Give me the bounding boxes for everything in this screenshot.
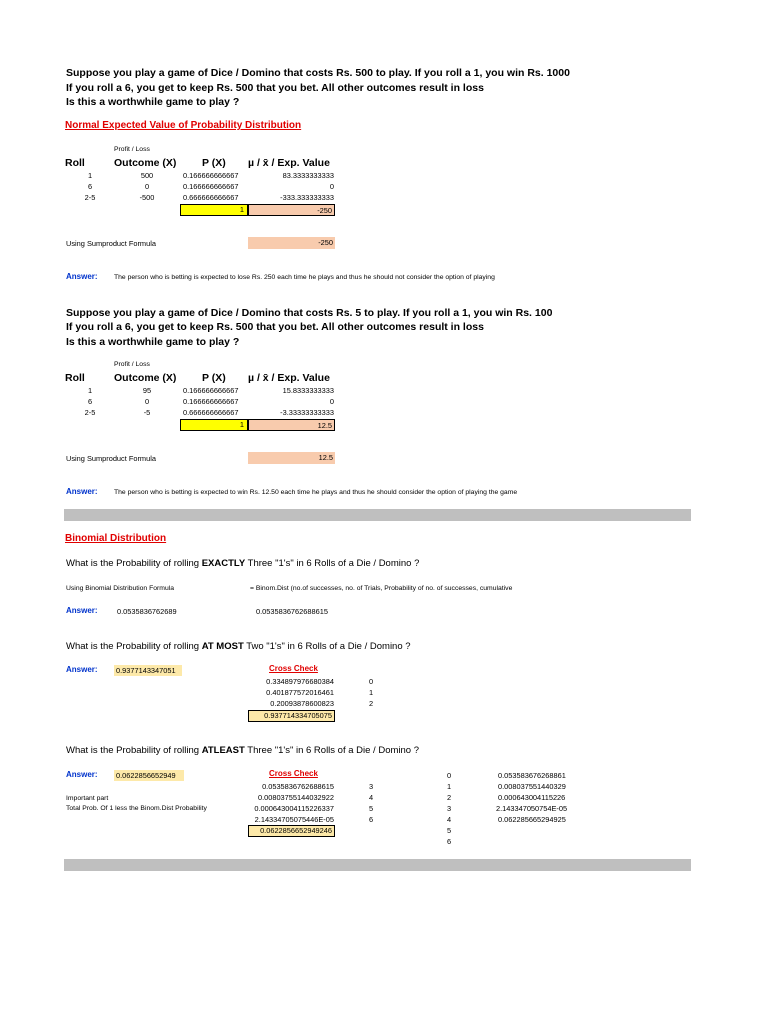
right-index-0: 0 xyxy=(447,771,452,780)
binomial-formula-label: Using Binomial Distribution Formula xyxy=(66,585,175,592)
binomial-q1-bold: EXACTLY xyxy=(201,558,246,569)
s1-answer-label: Answer: xyxy=(66,272,98,281)
q3-value-3: 2.14334705075446E-05 xyxy=(254,815,334,824)
q3-value-1: 0.00803755144032922 xyxy=(257,793,334,802)
binomial-q2 xyxy=(66,641,411,652)
q2-index-0: 0 xyxy=(369,677,374,686)
s1-total-p: 1 xyxy=(180,204,248,216)
right-value-0: 0.053583676268861 xyxy=(498,771,566,780)
q3-value-0: 0.0535836762688615 xyxy=(262,782,334,791)
q2-index-1: 1 xyxy=(369,688,374,697)
col-ev-header: µ / x̄ / Exp. Value xyxy=(248,157,330,169)
section1-question-line-1: Suppose you play a game of Dice / Domino that costs Rs. 500 to play. If you roll a 1, you win Rs. 1000 xyxy=(66,67,570,79)
s2-row1-ev: 15.8333333333 xyxy=(282,386,334,395)
s2-sumproduct-value: 12.5 xyxy=(248,452,335,464)
s1-row1-ev: 83.3333333333 xyxy=(282,171,334,180)
q2-index-2: 2 xyxy=(369,699,374,708)
s1-row3-outcome: -500 xyxy=(139,193,155,202)
q3-value-2: 0.000643004115226337 xyxy=(254,804,334,813)
q1-answer-value: 0.0535836762689 xyxy=(117,607,177,616)
s2-sumproduct-label: Using Sumproduct Formula xyxy=(66,454,156,463)
s1-row1-roll: 1 xyxy=(87,171,93,180)
s2-row2-outcome: 0 xyxy=(144,397,150,406)
binomial-q3-post: Three "1's" in 6 Rolls of a Die / Domino ? xyxy=(244,745,419,756)
s2-row2-p: 0.166666666667 xyxy=(183,397,239,406)
section2-question-line-3: Is this a worthwhile game to play ? xyxy=(66,336,240,348)
s2-row3-roll: 2-5 xyxy=(84,408,96,417)
q2-value-1: 0.401877572016461 xyxy=(266,688,334,697)
normal-expected-value-heading: Normal Expected Value of Probability Distribution xyxy=(65,120,302,131)
s1-row1-outcome: 500 xyxy=(140,171,154,180)
q1-answer-label: Answer: xyxy=(66,606,98,615)
section1-question-line-2: If you roll a 6, you get to keep Rs. 500 that you bet. All other outcomes result in loss xyxy=(66,82,484,94)
right-value-3: 2.143347050754E-05 xyxy=(496,804,568,813)
s2-total-p: 1 xyxy=(180,419,248,431)
q3-index-1: 4 xyxy=(369,793,374,802)
binomial-q1-post: Three "1's" in 6 Rolls of a Die / Domino ? xyxy=(245,558,420,569)
q2-value-0: 0.334897976680384 xyxy=(266,677,334,686)
right-index-2: 2 xyxy=(447,793,452,802)
q3-answer-label: Answer: xyxy=(66,770,98,779)
col-roll-header: Roll xyxy=(65,157,85,169)
s2-col-ev-header: µ / x̄ / Exp. Value xyxy=(248,372,330,384)
binomial-heading: Binomial Distribution xyxy=(65,533,167,544)
s2-row1-outcome: 95 xyxy=(142,386,152,395)
important-part-label: Important part xyxy=(66,795,109,802)
binomial-formula-text: = Binom.Dist (no.of successes, no. of Trials, Probability of no. of successes, cumulative xyxy=(250,585,513,592)
s2-row3-outcome: -5 xyxy=(143,408,151,417)
section-divider-2 xyxy=(64,859,691,871)
s2-total-ev: 12.5 xyxy=(248,419,335,431)
s1-row2-ev: 0 xyxy=(329,182,334,191)
s1-row3-roll: 2-5 xyxy=(84,193,96,202)
col-outcome-header: Outcome (X) xyxy=(114,157,177,169)
binomial-q1 xyxy=(66,558,419,569)
s2-col-px-header: P (X) xyxy=(202,372,226,384)
q1-formula-value: 0.0535836762688615 xyxy=(256,607,328,616)
s2-row3-p: 0.666666666667 xyxy=(183,408,239,417)
q3-index-3: 6 xyxy=(369,815,374,824)
s2-col-outcome-header: Outcome (X) xyxy=(114,372,177,384)
binomial-q3-pre: What is the Probability of rolling xyxy=(66,745,202,756)
binomial-q1-pre: What is the Probability of rolling xyxy=(66,558,202,569)
binomial-q2-pre: What is the Probability of rolling xyxy=(66,641,202,652)
col-px-header: P (X) xyxy=(202,157,226,169)
q2-answer-label: Answer: xyxy=(66,665,98,674)
right-index-3: 3 xyxy=(447,804,452,813)
s1-sumproduct-value: -250 xyxy=(248,237,335,249)
right-value-4: 0.062285665294925 xyxy=(498,815,566,824)
q2-total: 0.937714334705075 xyxy=(248,710,335,722)
right-index-6: 6 xyxy=(447,837,452,846)
right-value-1: 0.008037551440329 xyxy=(498,782,566,791)
s2-row3-ev: -3.33333333333 xyxy=(280,408,334,417)
s2-profit-loss-label: Profit / Loss xyxy=(114,361,150,368)
q2-answer-value: 0.9377143347051 xyxy=(114,665,182,676)
total-prob-label: Total Prob. Of 1 less the Binom.Dist Probability xyxy=(66,805,207,812)
s1-row2-p: 0.166666666667 xyxy=(183,182,239,191)
section2-question-line-1: Suppose you play a game of Dice / Domino that costs Rs. 5 to play. If you roll a 1, you win Rs. 100 xyxy=(66,307,553,319)
s1-total-ev: -250 xyxy=(248,204,335,216)
s1-row2-roll: 6 xyxy=(87,182,93,191)
q2-value-2: 0.20093878600823 xyxy=(270,699,334,708)
s2-answer-label: Answer: xyxy=(66,487,98,496)
q3-total: 0.0622856652949246 xyxy=(248,825,335,837)
section2-question-line-2: If you roll a 6, you get to keep Rs. 500 that you bet. All other outcomes result in loss xyxy=(66,321,484,333)
profit-loss-label: Profit / Loss xyxy=(114,146,150,153)
section1-question-line-3: Is this a worthwhile game to play ? xyxy=(66,96,240,108)
s1-answer-text: The person who is betting is expected to lose Rs. 250 each time he plays and thus he should not consider the option of playing xyxy=(114,274,495,281)
s2-answer-text: The person who is betting is expected to win Rs. 12.50 each time he plays and thus he should consider the option of playing the game xyxy=(114,489,518,496)
s2-row1-roll: 1 xyxy=(87,386,93,395)
q3-answer-value: 0.0622856652949 xyxy=(114,770,184,781)
right-value-2: 0.000643004115226 xyxy=(498,793,566,802)
right-index-1: 1 xyxy=(447,782,452,791)
s1-sumproduct-label: Using Sumproduct Formula xyxy=(66,239,156,248)
q3-index-2: 5 xyxy=(369,804,374,813)
s1-row3-p: 0.666666666667 xyxy=(183,193,239,202)
q3-cross-check-label: Cross Check xyxy=(269,769,318,778)
right-index-5: 5 xyxy=(447,826,452,835)
s2-row1-p: 0.166666666667 xyxy=(183,386,239,395)
binomial-q2-bold: AT MOST xyxy=(201,641,244,652)
section-divider-1 xyxy=(64,509,691,521)
q2-cross-check-label: Cross Check xyxy=(269,664,318,673)
binomial-q2-post: Two "1's" in 6 Rolls of a Die / Domino ? xyxy=(243,641,411,652)
binomial-q3-bold: ATLEAST xyxy=(201,745,245,756)
q3-index-0: 3 xyxy=(369,782,374,791)
s1-row2-outcome: 0 xyxy=(144,182,150,191)
s2-row2-ev: 0 xyxy=(329,397,334,406)
s1-row1-p: 0.166666666667 xyxy=(183,171,239,180)
s1-row3-ev: -333.333333333 xyxy=(280,193,334,202)
binomial-q3 xyxy=(66,745,419,756)
s2-col-roll-header: Roll xyxy=(65,372,85,384)
right-index-4: 4 xyxy=(447,815,452,824)
s2-row2-roll: 6 xyxy=(87,397,93,406)
